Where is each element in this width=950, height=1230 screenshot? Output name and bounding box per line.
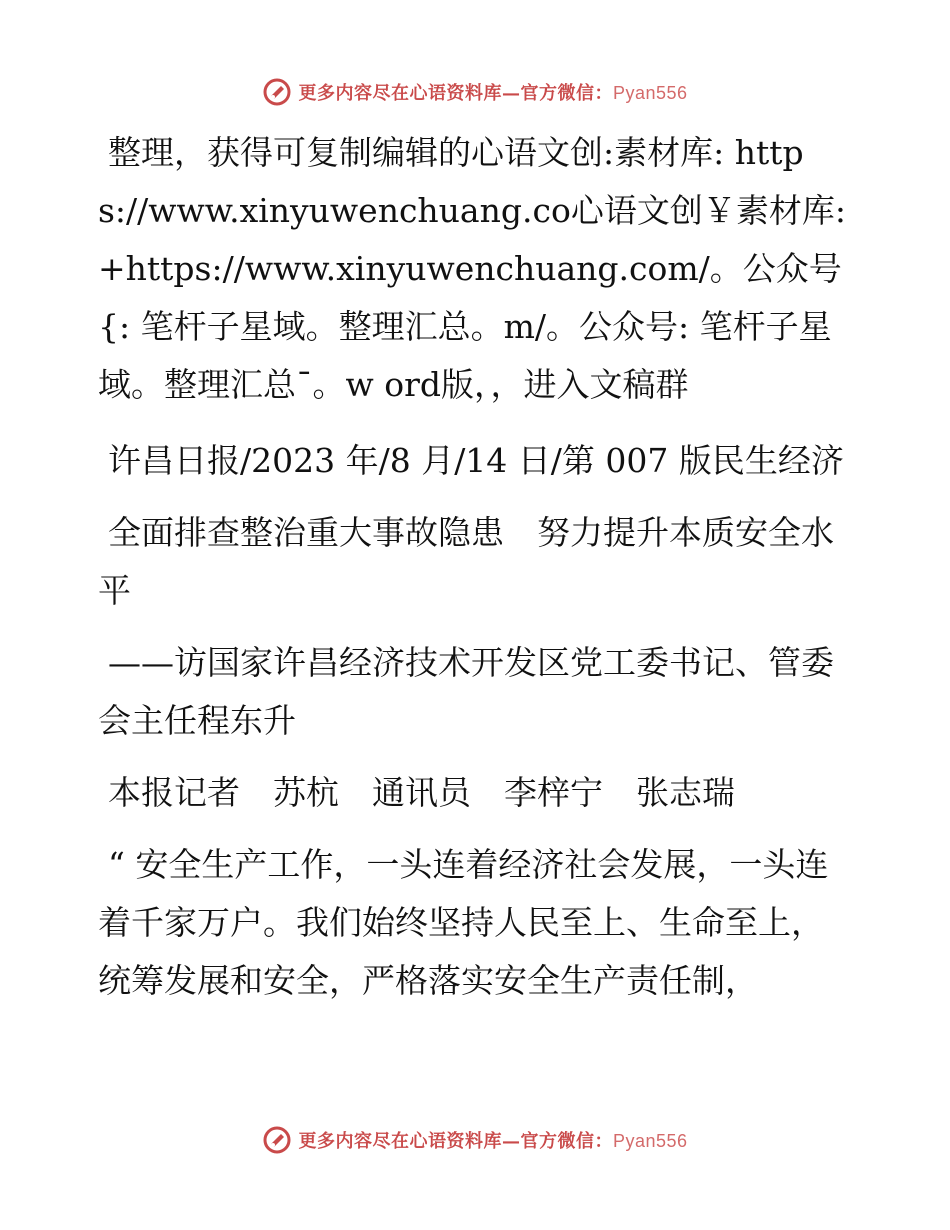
document-body bbox=[98, 124, 846, 1024]
footer-watermark bbox=[0, 1120, 950, 1160]
xinyu-logo-icon bbox=[262, 1125, 292, 1155]
header-watermark bbox=[0, 72, 950, 112]
byline: 本报记者 苏杭 通讯员 李梓宁 张志瑞 bbox=[108, 773, 735, 812]
xinyu-logo-icon bbox=[262, 77, 292, 107]
intro-paragraph: 整理，获得可复制编辑的心语文创:素材库: https://www.xinyuwenchuang.co心语文创￥素材库: +https://www.xinyuwenchuang.com/。公众号{: 笔杆子星域。整理汇总。m/。公众号: 笔杆子星域。整理汇总¯。w ord版，，进入文稿群 bbox=[98, 133, 846, 404]
source-line: 许昌日报/2023 年/8 月/14 日/第 007 版民生经济 bbox=[108, 441, 844, 480]
watermark-text: 更多内容尽在心语资料库—官方微信：Pyan556 bbox=[298, 1131, 688, 1152]
watermark-text: 更多内容尽在心语资料库—官方微信：Pyan556 bbox=[298, 83, 688, 104]
article-title: 全面排查整治重大事故隐患 努力提升本质安全水平 bbox=[98, 513, 834, 610]
body-paragraph: “ 安全生产工作，一头连着经济社会发展，一头连着千家万户。我们始终坚持人民至上、生命至上，统筹发展和安全，严格落实安全生产责任制， bbox=[98, 845, 829, 1000]
article-subtitle: ——访国家许昌经济技术开发区党工委书记、管委会主任程东升 bbox=[98, 643, 834, 740]
